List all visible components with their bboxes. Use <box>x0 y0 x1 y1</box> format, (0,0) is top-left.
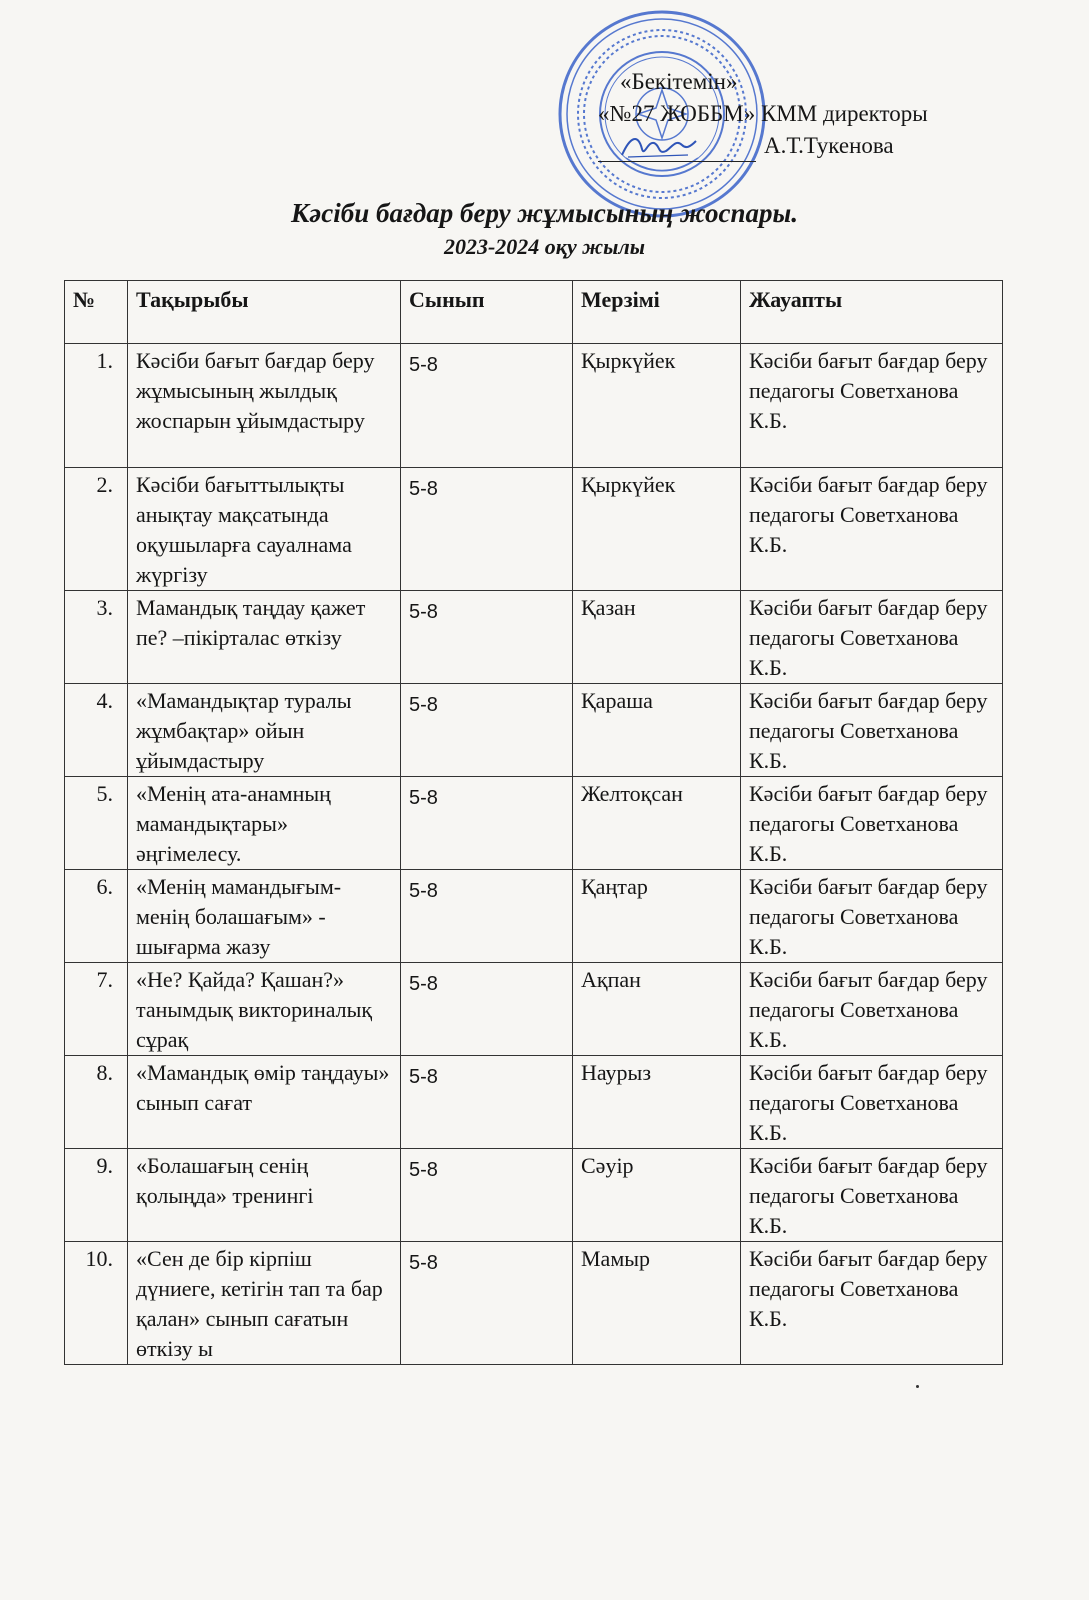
approval-title: «Бекітемін» <box>620 69 738 94</box>
row-grade: 5-8 <box>401 344 573 468</box>
row-topic: Кәсіби бағыттылықты анықтау мақсатында оқушыларға сауалнама жүргізу <box>128 468 401 591</box>
row-responsible: Кәсіби бағыт бағдар беру педагогы Советханова К.Б. <box>741 684 1003 777</box>
row-responsible: Кәсіби бағыт бағдар беру педагогы Советханова К.Б. <box>741 870 1003 963</box>
header-topic: Тақырыбы <box>128 281 401 344</box>
row-date: Қыркүйек <box>573 468 741 591</box>
table-row <box>65 468 1003 591</box>
row-responsible: Кәсіби бағыт бағдар беру педагогы Советханова К.Б. <box>741 1056 1003 1149</box>
row-number: 7. <box>65 963 128 1056</box>
row-number: 1. <box>65 344 128 468</box>
row-topic: «Менің мамандығым- менің болашағым» - шығарма жазу <box>128 870 401 963</box>
row-number: 10. <box>65 1242 128 1365</box>
row-topic: «Болашағың сенің қолыңда» тренингі <box>128 1149 401 1242</box>
row-date: Сәуір <box>573 1149 741 1242</box>
row-number: 4. <box>65 684 128 777</box>
table-row <box>65 870 1003 963</box>
academic-year: 2023-2024 оқу жылы <box>443 234 645 259</box>
row-date: Қараша <box>573 684 741 777</box>
row-number: 6. <box>65 870 128 963</box>
row-topic: Кәсіби бағыт бағдар беру жұмысының жылдық жоспарын ұйымдастыру <box>128 344 401 468</box>
row-topic: «Менің ата-анамның мамандықтары» әңгімелесу. <box>128 777 401 870</box>
row-grade: 5-8 <box>401 963 573 1056</box>
header-number: № <box>65 281 128 344</box>
row-responsible: Кәсіби бағыт бағдар беру педагогы Советханова К.Б. <box>741 963 1003 1056</box>
row-date: Наурыз <box>573 1056 741 1149</box>
row-number: 8. <box>65 1056 128 1149</box>
row-grade: 5-8 <box>401 468 573 591</box>
row-number: 5. <box>65 777 128 870</box>
document-title: Кәсіби бағдар беру жұмысының жоспары. <box>290 198 799 228</box>
table-row <box>65 344 1003 468</box>
row-topic: «Сен де бір кірпіш дүниеге, кетігін тап та бар қалан» сынып сағатын өткізу ы <box>128 1242 401 1365</box>
table-header-row <box>65 281 1003 344</box>
row-topic: Мамандық таңдау қажет пе? –пікірталас өткізу <box>128 591 401 684</box>
table-row <box>65 591 1003 684</box>
table-row <box>65 684 1003 777</box>
header-grade: Сынып <box>401 281 573 344</box>
row-date: Қазан <box>573 591 741 684</box>
row-grade: 5-8 <box>401 684 573 777</box>
table-row <box>65 1056 1003 1149</box>
approval-position: «№27 ЖОББМ» КММ директоры <box>598 101 928 126</box>
row-responsible: Кәсіби бағыт бағдар беру педагогы Советханова К.Б. <box>741 591 1003 684</box>
row-date: Ақпан <box>573 963 741 1056</box>
row-responsible: Кәсіби бағыт бағдар беру педагогы Советханова К.Б. <box>741 468 1003 591</box>
plan-table <box>64 280 1003 1365</box>
row-date: Желтоқсан <box>573 777 741 870</box>
row-number: 9. <box>65 1149 128 1242</box>
row-grade: 5-8 <box>401 870 573 963</box>
row-number: 3. <box>65 591 128 684</box>
row-grade: 5-8 <box>401 777 573 870</box>
signature-line <box>598 139 756 162</box>
speck-mark <box>916 1385 919 1388</box>
row-number: 2. <box>65 468 128 591</box>
row-responsible: Кәсіби бағыт бағдар беру педагогы Советханова К.Б. <box>741 777 1003 870</box>
row-grade: 5-8 <box>401 1242 573 1365</box>
row-responsible: Кәсіби бағыт бағдар беру педагогы Советханова К.Б. <box>741 1149 1003 1242</box>
header-date: Мерзімі <box>573 281 741 344</box>
row-grade: 5-8 <box>401 591 573 684</box>
row-topic: «Мамандықтар туралы жұмбақтар» ойын ұйымдастыру <box>128 684 401 777</box>
row-responsible: Кәсіби бағыт бағдар беру педагогы Советханова К.Б. <box>741 344 1003 468</box>
row-grade: 5-8 <box>401 1149 573 1242</box>
approval-block <box>598 66 928 162</box>
row-grade: 5-8 <box>401 1056 573 1149</box>
row-date: Мамыр <box>573 1242 741 1365</box>
row-date: Қаңтар <box>573 870 741 963</box>
table-row <box>65 963 1003 1056</box>
approval-signature-row <box>598 130 928 162</box>
table-row <box>65 1149 1003 1242</box>
table-row <box>65 1242 1003 1365</box>
row-topic: «Не? Қайда? Қашан?» танымдық викториналық сұрақ <box>128 963 401 1056</box>
header-responsible: Жауапты <box>741 281 1003 344</box>
row-responsible: Кәсіби бағыт бағдар беру педагогы Советханова К.Б. <box>741 1242 1003 1365</box>
handwritten-signature-icon <box>618 129 698 163</box>
director-name: А.Т.Тукенова <box>764 133 894 158</box>
row-topic: «Мамандық өмір таңдауы» сынып сағат <box>128 1056 401 1149</box>
table-row <box>65 777 1003 870</box>
row-date: Қыркүйек <box>573 344 741 468</box>
